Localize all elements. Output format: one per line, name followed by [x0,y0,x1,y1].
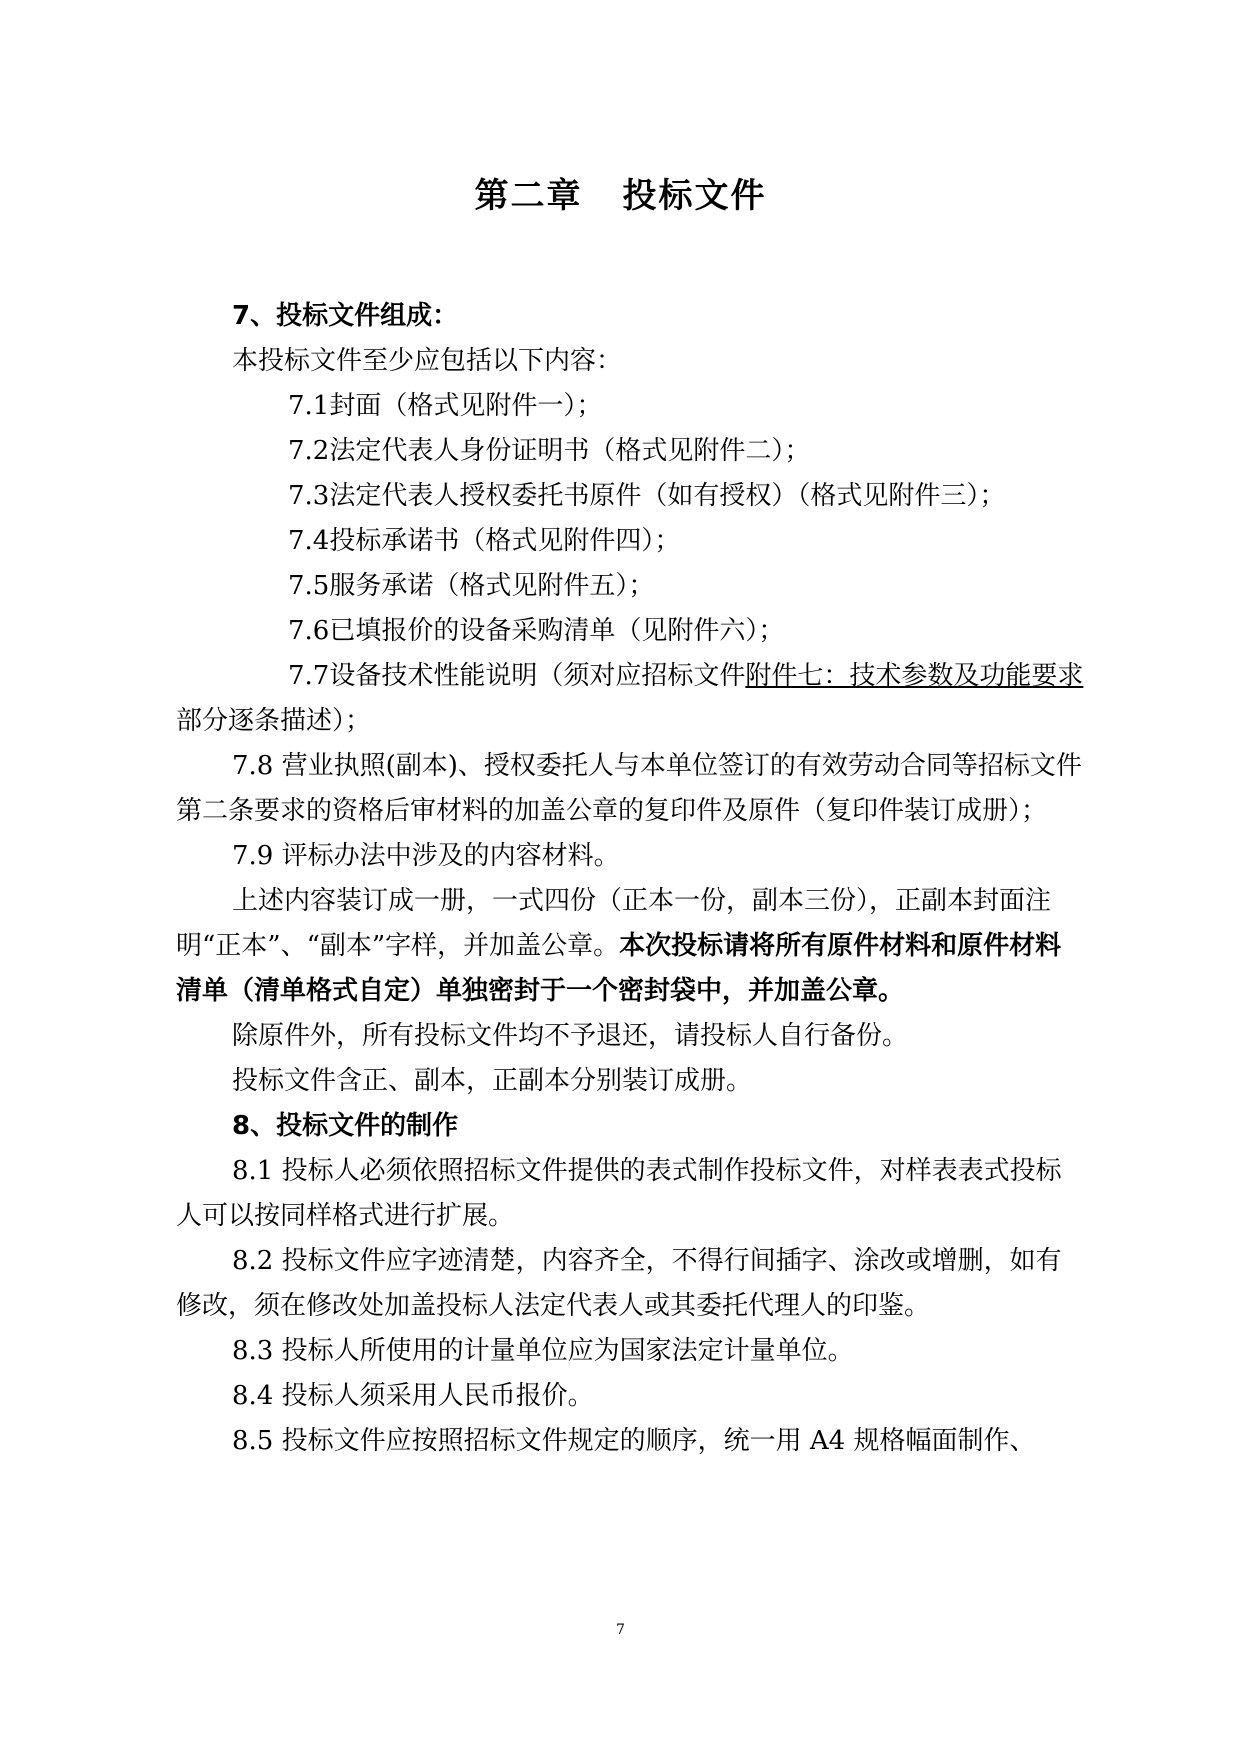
document-body [176,294,1086,1464]
list-item-7-4 [176,519,1086,564]
binding-text: 上述内容装订成一册，一式四份（正本一份，副本三份），正副本封面注明“正本”、“副本”字样，并加盖公章。 [176,886,1052,961]
section-8-heading: 8、投标文件的制作 [232,1111,459,1141]
chapter-title-number: 第二章 [474,176,583,216]
item-number: 7.4 [288,526,330,556]
item-text: 投标承诺书（格式见附件四）； [329,526,681,556]
list-item-7-8: 7.8 营业执照(副本)、授权委托人与本单位签订的有效劳动合同等招标文件第二条要求的资格后审材料的加盖公章的复印件及原件（复印件装订成册）； [176,751,1082,826]
chapter-title [0,176,1241,216]
item-number: 7.3 [288,481,330,511]
list-item-7-6 [176,609,1086,654]
item-number: 7.5 [288,571,330,601]
section-7-heading: 7、投标文件组成： [232,301,459,331]
list-item-8-2: 8.2 投标文件应字迹清楚，内容齐全，不得行间插字、涂改或增删，如有修改，须在修改处加盖投标人法定代表人或其委托代理人的印鉴。 [176,1246,1062,1321]
list-item-7-9: 7.9 评标办法中涉及的内容材料。 [232,841,620,871]
list-item-8-1: 8.1 投标人必须依照招标文件提供的表式制作投标文件，对样表表式投标人可以按同样格式进行扩展。 [176,1156,1062,1231]
list-item-8-3: 8.3 投标人所使用的计量单位应为国家法定计量单位。 [232,1336,854,1366]
item-text: 法定代表人身份证明书（格式见附件二）； [329,436,811,466]
list-item-8-5: 8.5 投标文件应按照招标文件规定的顺序，统一用 A4 规格幅面制作、 [232,1426,1036,1456]
item-text: 法定代表人授权委托书原件（如有授权）（格式见附件三）； [329,481,1006,511]
copies-paragraph: 投标文件含正、副本，正副本分别装订成册。 [232,1066,753,1096]
list-item-7-7 [176,654,1086,744]
chapter-title-text: 投标文件 [622,176,767,216]
no-return-paragraph: 除原件外，所有投标文件均不予退还，请投标人自行备份。 [232,1021,909,1051]
item-text-end: 部分逐条描述）； [176,706,372,736]
underlined-reference: 附件七：技术参数及功能要求 [745,661,1084,691]
item-text: 封面（格式见附件一）； [329,391,603,421]
list-item-7-5 [176,564,1086,609]
item-text: 服务承诺（格式见附件五）； [329,571,655,601]
item-number: 7.1 [288,391,330,421]
section-7-intro: 本投标文件至少应包括以下内容： [232,346,623,376]
binding-paragraph [176,879,1086,1014]
list-item-8-4: 8.4 投标人须采用人民币报价。 [232,1381,594,1411]
item-text: 已填报价的设备采购清单（见附件六）； [329,616,785,646]
item-number: 7.6 [288,616,330,646]
item-number: 7.2 [288,436,330,466]
item-number: 7.7 [288,661,330,691]
list-item-7-2 [176,429,1086,474]
page-number: 7 [616,1622,625,1638]
binding-bold-text: 本次投标请将所有原件材料和原件材料清单（清单格式自定）单独密封于一个密封袋中，并加盖公章。 [176,931,1062,1006]
list-item-7-1 [176,384,1086,429]
item-text: 设备技术性能说明（须对应招标文件 [329,661,746,691]
list-item-7-3 [176,474,1086,519]
